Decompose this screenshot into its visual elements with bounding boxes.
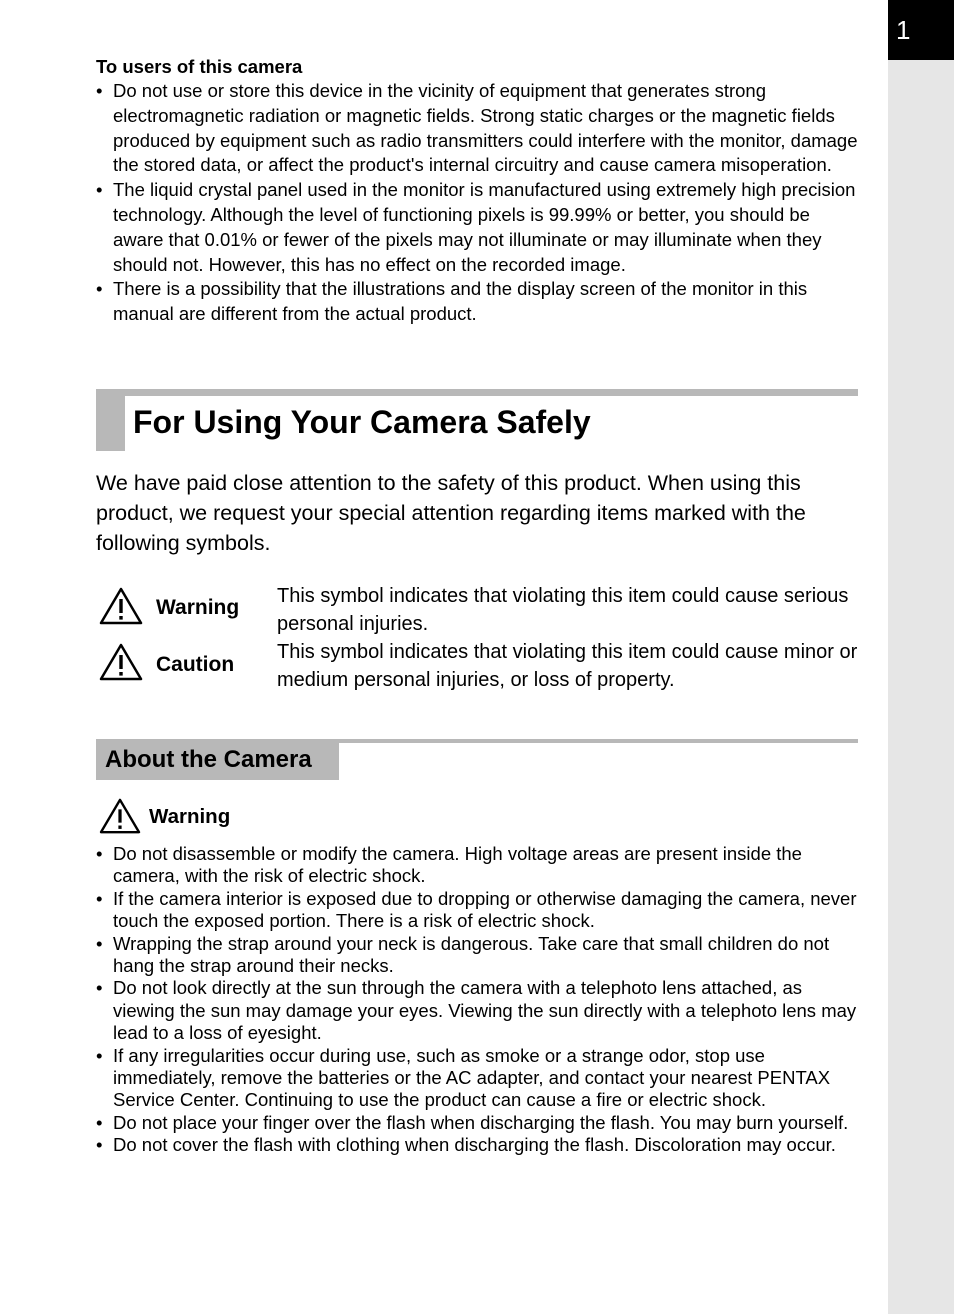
symbol-text: This symbol indicates that violating this item could cause minor or medium personal injuries, or loss of property.: [277, 641, 858, 691]
warning-triangle-icon: [98, 642, 144, 687]
list-item: • If the camera interior is exposed due to dropping or otherwise damaging the camera, never touch the exposed portion. There is a risk of electric shock.: [96, 888, 858, 933]
list-item: • If any irregularities occur during use, such as smoke or a strange odor, stop use immediately, remove the batteries or the AC adapter, and contact your nearest PENTAX Service Center. Continuing to use the product can cause a fire or electric shock.: [96, 1045, 858, 1112]
page-title: For Using Your Camera Safely: [133, 404, 591, 440]
symbol-text: This symbol indicates that violating this item could cause serious personal injuries.: [277, 585, 849, 635]
symbol-label: Warning: [156, 596, 240, 619]
warning-triangle-icon: [98, 797, 142, 840]
safety-intro: We have paid close attention to the safety of this product. When using this product, we request your special attention regarding items marked with the following symbols.: [96, 471, 806, 555]
list-item: • Do not disassemble or modify the camera. High voltage areas are present inside the camera, with the risk of electric shock.: [96, 843, 858, 888]
warning-list: [96, 843, 858, 1157]
list-item: • Wrapping the strap around your neck is dangerous. Take care that small children do not hang the strap around their necks.: [96, 933, 858, 978]
intro-list: [96, 79, 858, 327]
list-item: • Do not cover the flash with clothing when discharging the flash. Discoloration may occur.: [96, 1134, 858, 1156]
symbol-label: Caution: [156, 653, 235, 676]
title-bar-block: [96, 389, 125, 451]
list-item: • Do not look directly at the sun through the camera with a telephoto lens attached, as viewing the sun may damage your eyes. Viewing the sun directly with a telephoto lens may lead to a loss of eyesight.: [96, 977, 858, 1044]
side-strip: [888, 0, 954, 1314]
title-rule: [96, 389, 858, 396]
list-item: • Do not use or store this device in the vicinity of equipment that generates strong electromagnetic radiation or magnetic fields. Strong static charges or the magnetic fields produced by equipment such as radio transmitters could interfere with the monitor, damage the stored data, or affect the product's internal circuitry and cause camera misoperation.: [96, 79, 858, 178]
warning-label: Warning: [149, 805, 231, 828]
intro-heading: To users of this camera: [96, 56, 303, 77]
list-item: • The liquid crystal panel used in the monitor is manufactured using extremely high precision technology. Although the level of functioning pixels is 99.99% or better, you should be aware that 0.01% or fewer of the pixels may not illuminate or may illuminate when they should not. However, this has no effect on the recorded image.: [96, 178, 858, 277]
warning-triangle-icon: [98, 586, 144, 631]
section-title: About the Camera: [105, 746, 312, 773]
list-item: • There is a possibility that the illustrations and the display screen of the monitor in this manual are different from the actual product.: [96, 277, 858, 327]
page-number-tab: 1: [888, 0, 954, 60]
list-item: • Do not place your finger over the flash when discharging the flash. You may burn yourself.: [96, 1112, 858, 1134]
